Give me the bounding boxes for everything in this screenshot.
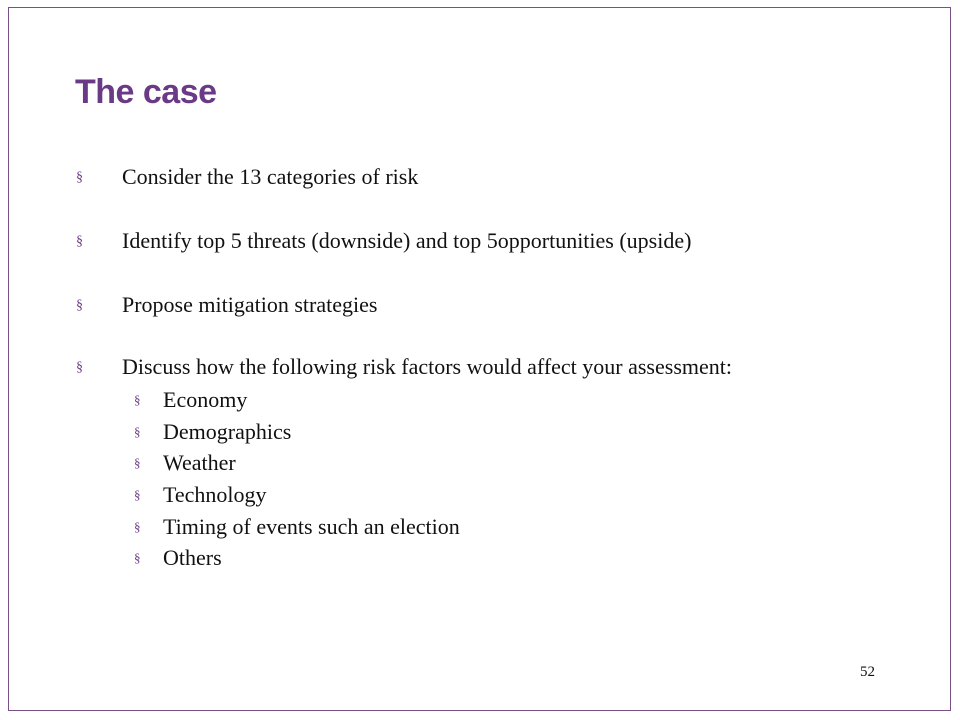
- sub-bullet-item: [134, 387, 247, 413]
- sub-bullet-text: Technology: [163, 482, 267, 507]
- sub-bullet-item: [134, 419, 291, 445]
- square-bullet-icon: §: [134, 519, 141, 534]
- bullet-item: [76, 164, 418, 190]
- bullet-item: [76, 354, 732, 380]
- sub-bullet-text: Others: [163, 545, 222, 570]
- bullet-text: Discuss how the following risk factors would affect your assessment:: [122, 354, 732, 379]
- square-bullet-icon: §: [134, 550, 141, 565]
- square-bullet-icon: §: [134, 487, 141, 502]
- square-bullet-icon: §: [76, 360, 83, 375]
- sub-bullet-text: Weather: [163, 450, 236, 475]
- slide-title: The case: [75, 73, 217, 111]
- square-bullet-icon: §: [134, 392, 141, 407]
- bullet-item: [76, 228, 691, 254]
- sub-bullet-item: [134, 514, 460, 540]
- bullet-text: Propose mitigation strategies: [122, 292, 378, 317]
- sub-bullet-item: [134, 545, 222, 571]
- bullet-item: [76, 292, 377, 318]
- sub-bullet-text: Timing of events such an election: [163, 514, 460, 539]
- square-bullet-icon: §: [134, 455, 141, 470]
- sub-bullet-text: Demographics: [163, 419, 292, 444]
- sub-bullet-item: [134, 450, 236, 476]
- square-bullet-icon: §: [76, 170, 83, 185]
- sub-bullet-text: Economy: [163, 387, 248, 412]
- sub-bullet-item: [134, 482, 267, 508]
- square-bullet-icon: §: [76, 298, 83, 313]
- bullet-text: Identify top 5 threats (downside) and top 5opportunities (upside): [122, 228, 692, 253]
- square-bullet-icon: §: [76, 234, 83, 249]
- page-number: 52: [860, 664, 875, 680]
- bullet-text: Consider the 13 categories of risk: [122, 164, 419, 189]
- square-bullet-icon: §: [134, 424, 141, 439]
